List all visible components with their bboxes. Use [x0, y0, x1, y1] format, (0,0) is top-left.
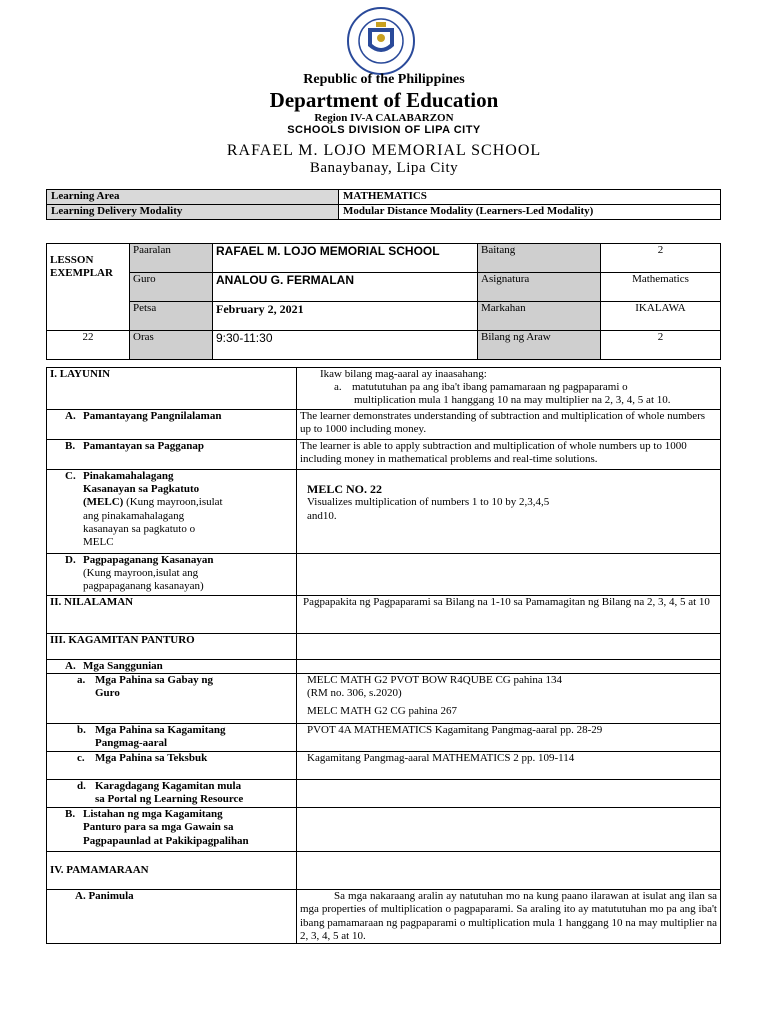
petsa-label: Petsa	[130, 302, 213, 331]
kagamitang-pangmag-aaral-label-1: Mga Pahina sa Kagamitang	[95, 724, 226, 737]
asignatura-value: Mathematics	[601, 273, 721, 302]
deped-seal-logo	[338, 6, 424, 76]
melc-label-3: (MELC)	[83, 496, 124, 509]
sanggunian-marker: A.	[65, 660, 76, 672]
layunin-item-marker: a.	[334, 381, 342, 394]
learning-area-label: Learning Area	[47, 190, 339, 205]
bilang-label: Bilang ng Araw	[478, 331, 601, 360]
karagdagang-kagamitan-label-2: sa Portal ng Learning Resource	[95, 793, 244, 806]
pamamaraan-value	[297, 852, 721, 890]
layunin-item: matututuhan pa ang iba't ibang pamamaraan ng pagpaparami o	[352, 381, 628, 394]
melc-value-1: Visualizes multiplication of numbers 1 to 10 by 2,3,4,5	[307, 496, 550, 509]
sanggunian-value	[297, 660, 721, 674]
lesson-number: 22	[47, 331, 130, 360]
kagamitang-pangmag-aaral-value: PVOT 4A MATHEMATICS Kagamitang Pangmag-aaral pp. 28-29	[297, 724, 721, 752]
panimula-label: A. Panimula	[47, 890, 297, 944]
gabay-guro-value-1: MELC MATH G2 PVOT BOW R4QUBE CG pahina 134	[307, 674, 563, 687]
pamantayan-pagganap-label: Pamantayan sa Pagganap	[83, 440, 205, 452]
baitang-value: 2	[601, 244, 721, 273]
baitang-label: Baitang	[478, 244, 601, 273]
pagpapaganang-label: Pagpapaganang Kasanayan	[83, 554, 214, 566]
pagpapaganang-note-2: pagpapaganang kasanayan)	[83, 580, 204, 593]
melc-label-1: Pinakamahalagang	[83, 470, 174, 482]
teksbuk-value: Kagamitang Pangmag-aaral MATHEMATICS 2 pp. 109-114	[297, 752, 721, 780]
listahan-value	[297, 808, 721, 852]
melc-label-2: Kasanayan sa Pagkatuto	[83, 483, 200, 496]
layunin-intro: Ikaw bilang mag-aaral ay inaasahang:	[320, 368, 487, 380]
pamantayan-pagganap-value: The learner is able to apply subtraction and multiplication of whole numbers up to 1000 including money in mathematical problems and real-time solutions.	[297, 440, 721, 470]
panimula-value: Sa mga nakaraang aralin ay natutuhan mo na kung paano ilarawan at isulat ang ilan sa mga properties of multiplication o pagpaparami. Sa araling ito ay matututuhan mo pa ang iba't ibang pamamaraan ng pagpaparami o multiplication mula 1 hanggang 10 na may multiplier na 2, 3, 4, 5 at 10.	[297, 890, 721, 944]
learning-area-table	[46, 189, 721, 220]
teksbuk-label: Mga Pahina sa Teksbuk	[95, 752, 208, 765]
lesson-exemplar-table	[46, 243, 721, 360]
gabay-guro-cell	[47, 674, 297, 724]
sa-marker: a.	[77, 674, 86, 687]
karagdagang-kagamitan-label-1: Karagdagang Kagamitan mula	[95, 780, 242, 793]
petsa-value: February 2, 2021	[213, 302, 478, 331]
karagdagang-kagamitan-value	[297, 780, 721, 808]
lesson-exemplar-title: LESSON EXEMPLAR	[47, 244, 130, 331]
gabay-guro-value-3: MELC MATH G2 CG pahina 267	[307, 704, 458, 717]
address-heading: Banaybanay, Lipa City	[309, 160, 459, 176]
melc-label-6: MELC	[83, 535, 114, 548]
pamantayang-pangnilalaman-value: The learner demonstrates understanding of subtraction and multiplication of whole numbers up to 1000 including money.	[297, 410, 721, 440]
modality-value: Modular Distance Modality (Learners-Led Modality)	[339, 205, 721, 220]
gabay-guro-label-2: Guro	[95, 687, 120, 700]
b-marker: B.	[65, 440, 76, 452]
nilalaman-label: II. NILALAMAN	[47, 596, 297, 634]
pamantayang-pangnilalaman-label: Pamantayang Pangnilalaman	[83, 410, 222, 422]
melc-label-4: ang pinakamahalagang	[83, 509, 185, 522]
pamamaraan-label: IV. PAMAMARAAN	[47, 852, 297, 890]
guro-label: Guro	[130, 273, 213, 302]
division-heading: SCHOOLS DIVISION OF LIPA CITY	[287, 124, 481, 136]
sanggunian-label: Mga Sanggunian	[83, 660, 163, 672]
c-marker: C.	[65, 470, 76, 482]
melc-value-2: and10.	[307, 509, 337, 522]
layunin-label: I. LAYUNIN	[47, 368, 297, 410]
bilang-value: 2	[601, 331, 721, 360]
lesson-plan-table	[46, 367, 721, 944]
asignatura-label: Asignatura	[478, 273, 601, 302]
karagdagang-kagamitan-cell	[47, 780, 297, 808]
markahan-label: Markahan	[478, 302, 601, 331]
melc-cell	[47, 470, 297, 554]
learning-area-value: MATHEMATICS	[339, 190, 721, 205]
paaralan-label: Paaralan	[130, 244, 213, 273]
listahan-cell	[47, 808, 297, 852]
kagamitan-label: III. KAGAMITAN PANTURO	[47, 634, 297, 660]
listahan-label-3: Pagpapaunlad at Pakikipagpalihan	[83, 834, 249, 847]
layunin-cell	[297, 368, 721, 410]
pagpapaganang-value	[297, 554, 721, 596]
gabay-guro-value-cell	[297, 674, 721, 724]
layunin-item-cont: multiplication mula 1 hanggang 10 na may multiplier na 2, 3, 4, 5 at 10.	[354, 394, 671, 407]
pamantayang-pangnilalaman-cell	[47, 410, 297, 440]
school-heading: RAFAEL M. LOJO MEMORIAL SCHOOL	[226, 142, 542, 159]
melc-label-5: kasanayan sa pagkatuto o	[83, 522, 196, 535]
kagamitang-pangmag-aaral-label-2: Pangmag-aaral	[95, 737, 168, 750]
kagamitan-value	[297, 634, 721, 660]
gabay-guro-value-2: (RM no. 306, s.2020)	[307, 687, 402, 700]
pagpapaganang-note-1: (Kung mayroon,isulat ang	[83, 567, 199, 580]
sb-marker: b.	[77, 724, 86, 737]
a-marker: A.	[65, 410, 76, 422]
melc-value-cell	[297, 470, 721, 554]
modality-label: Learning Delivery Modality	[47, 205, 339, 220]
melc-number: MELC NO. 22	[307, 482, 382, 496]
listahan-label-1: Listahan ng mga Kagamitang	[83, 808, 223, 821]
sd-marker: d.	[77, 780, 86, 793]
guro-value: ANALOU G. FERMALAN	[213, 273, 478, 302]
oras-label: Oras	[130, 331, 213, 360]
department-heading: Department of Education	[269, 88, 499, 112]
sc-marker: c.	[77, 752, 85, 765]
d-marker: D.	[65, 554, 76, 566]
melc-label-3b: (Kung mayroon,isulat	[126, 496, 223, 509]
listahan-marker: B.	[65, 808, 76, 821]
sanggunian-cell	[47, 660, 297, 674]
oras-value: 9:30-11:30	[213, 331, 478, 360]
listahan-label-2: Panturo para sa mga Gawain sa	[83, 821, 234, 834]
kagamitang-pangmag-aaral-cell	[47, 724, 297, 752]
gabay-guro-label-1: Mga Pahina sa Gabay ng	[95, 674, 213, 687]
region-heading: Region IV-A CALABARZON	[314, 112, 454, 124]
nilalaman-value: Pagpapakita ng Pagpaparami sa Bilang na 1-10 sa Pamamagitan ng Bilang na 2, 3, 4, 5 at 10	[297, 596, 721, 634]
markahan-value: IKALAWA	[601, 302, 721, 331]
teksbuk-cell	[47, 752, 297, 780]
pamantayan-pagganap-cell	[47, 440, 297, 470]
republic-heading: Republic of the Philippines	[303, 72, 465, 87]
pagpapaganang-cell	[47, 554, 297, 596]
paaralan-value: RAFAEL M. LOJO MEMORIAL SCHOOL	[213, 244, 478, 273]
